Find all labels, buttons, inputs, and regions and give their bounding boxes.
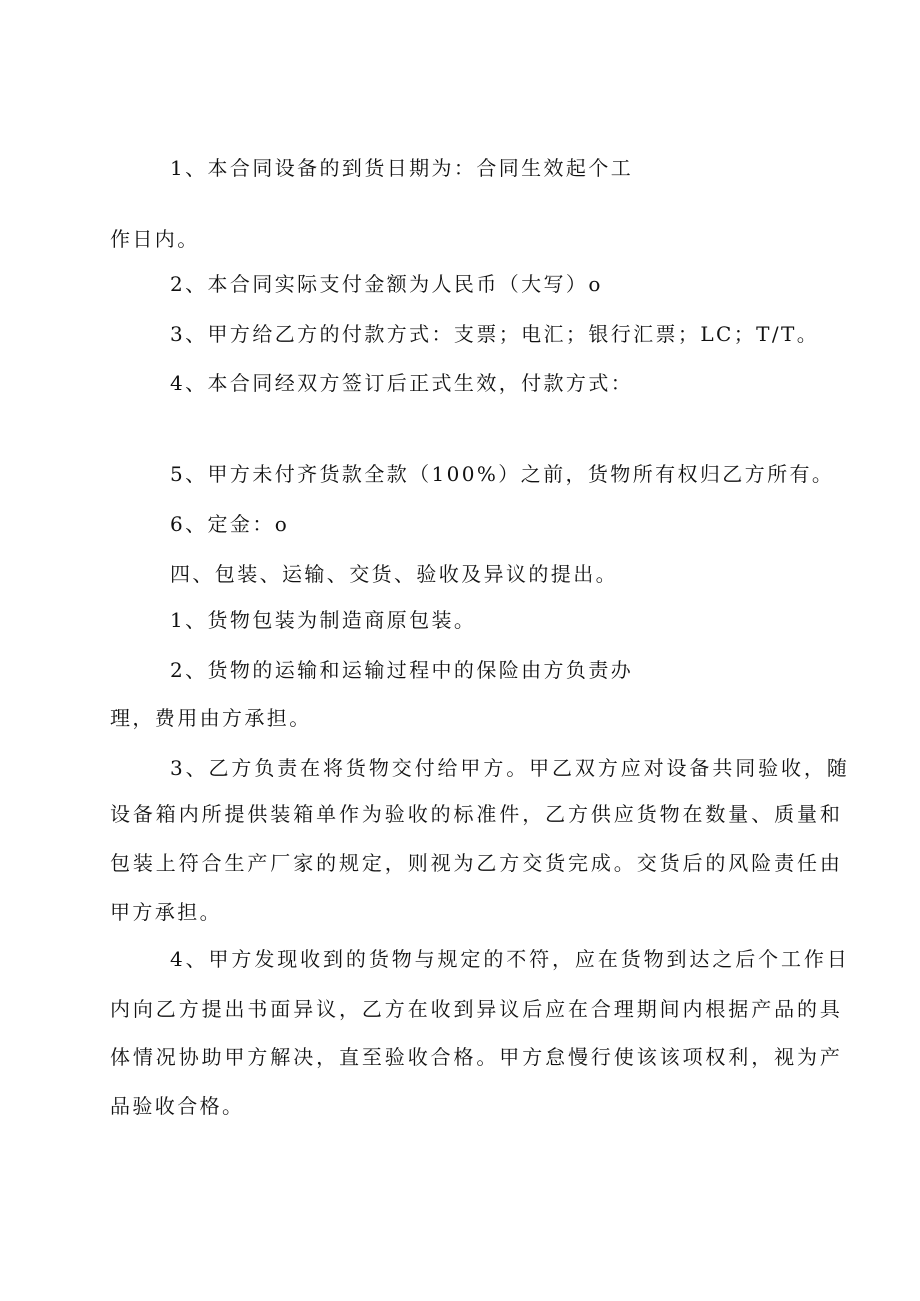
clause-acceptance-line-3: 包装上符合生产厂家的规定，则视为乙方交货完成。交货后的风险责任由 — [110, 851, 843, 875]
clause-payment-method: 3、甲方给乙方的付款方式：支票；电汇；银行汇票；LC；T/T。 — [170, 322, 820, 346]
clause-acceptance-line-2: 设备箱内所提供装箱单作为验收的标准件，乙方供应货物在数量、质量和 — [110, 802, 843, 826]
clause-ownership: 5、甲方未付齐货款全款（100%）之前，货物所有权归乙方所有。 — [170, 462, 835, 486]
clause-objection-line-4: 品验收合格。 — [110, 1094, 245, 1118]
clause-effective-date: 4、本合同经双方签订后正式生效，付款方式： — [170, 371, 634, 395]
clause-acceptance-line-1: 3、乙方负责在将货物交付给甲方。甲乙双方应对设备共同验收，随 — [170, 756, 850, 780]
clause-packaging: 1、货物包装为制造商原包装。 — [170, 608, 477, 632]
section-heading-packaging: 四、包装、运输、交货、验收及异议的提出。 — [170, 562, 618, 586]
clause-delivery-date: 1、本合同设备的到货日期为：合同生效起个工 — [170, 156, 634, 180]
clause-deposit: 6、定金：o — [170, 512, 290, 536]
clause-objection-line-2: 内向乙方提出书面异议，乙方在收到异议后应在合理期间内根据产品的具 — [110, 997, 843, 1021]
clause-delivery-date-continued: 作日内。 — [110, 227, 200, 251]
clause-transport-continued: 理，费用由方承担。 — [110, 706, 312, 730]
clause-transport: 2、货物的运输和运输过程中的保险由方负责办 — [170, 658, 634, 682]
clause-objection-line-3: 体情况协助甲方解决，直至验收合格。甲方怠慢行使该该项权利，视为产 — [110, 1045, 843, 1069]
clause-acceptance-line-4: 甲方承担。 — [110, 900, 222, 924]
clause-payment-amount: 2、本合同实际支付金额为人民币（大写）o — [170, 272, 603, 296]
clause-objection-line-1: 4、甲方发现收到的货物与规定的不符，应在货物到达之后个工作日 — [170, 947, 850, 971]
